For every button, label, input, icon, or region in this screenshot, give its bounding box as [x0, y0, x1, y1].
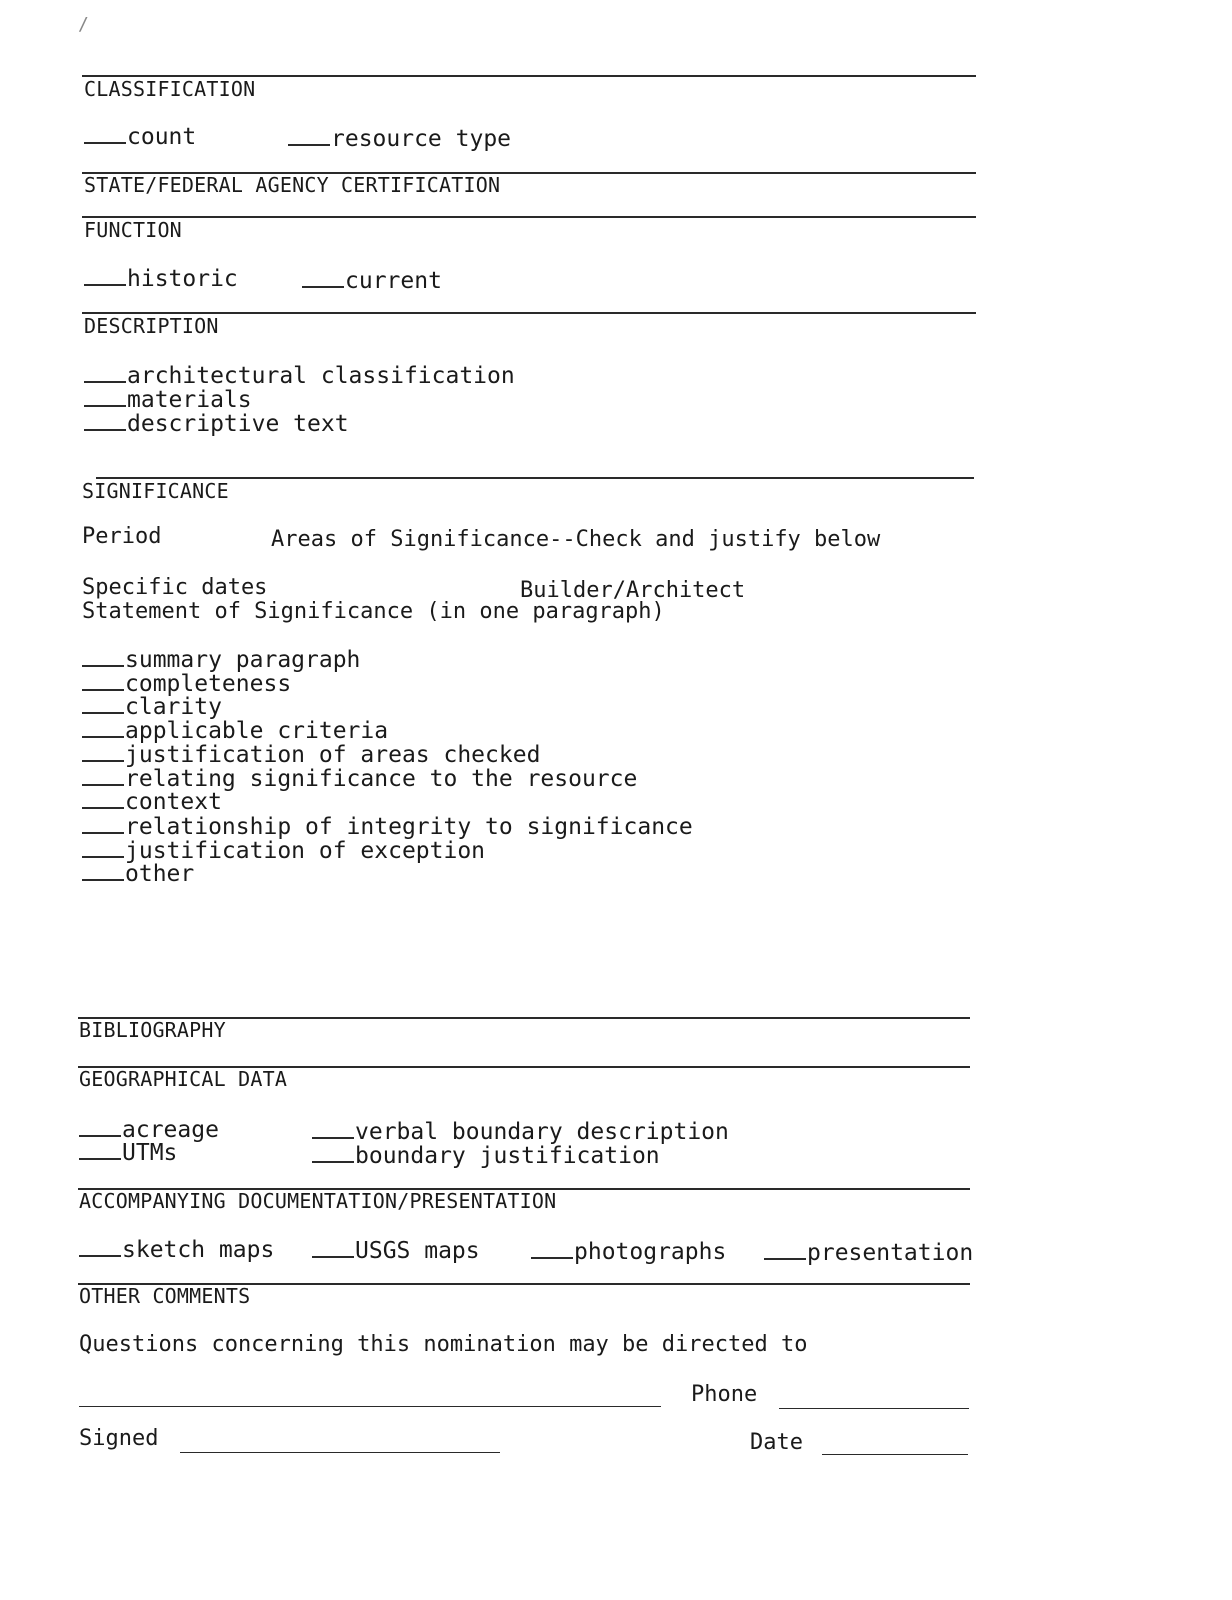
heading-description: DESCRIPTION	[84, 314, 219, 338]
heading-other-comments: OTHER COMMENTS	[79, 1284, 251, 1308]
check-blank[interactable]	[84, 387, 126, 407]
check-blank[interactable]	[82, 838, 124, 858]
check-blank[interactable]	[79, 1140, 121, 1160]
heading-classification: CLASSIFICATION	[84, 77, 256, 101]
specific-dates-label: Specific dates	[82, 575, 268, 600]
check-blank[interactable]	[84, 411, 126, 431]
check-blank[interactable]	[531, 1239, 573, 1259]
check-blank[interactable]	[82, 766, 124, 786]
checkbox-descriptive-text-label: descriptive text	[127, 411, 349, 437]
checkbox-label: relating significance to the resource	[125, 766, 638, 792]
checkbox-usgs-maps[interactable]	[312, 1238, 480, 1263]
check-blank[interactable]	[82, 647, 124, 667]
phone-line[interactable]	[779, 1408, 969, 1409]
checkbox-historic-label: historic	[127, 266, 238, 292]
check-blank[interactable]	[84, 266, 126, 286]
heading-accompanying-documentation: ACCOMPANYING DOCUMENTATION/PRESENTATION	[79, 1189, 557, 1213]
checkbox-materials[interactable]	[84, 387, 252, 412]
heading-certification: STATE/FEDERAL AGENCY CERTIFICATION	[84, 173, 501, 197]
checkbox-photographs[interactable]	[531, 1239, 726, 1264]
checkbox-label: applicable criteria	[125, 718, 389, 744]
checkbox-resource-type[interactable]	[288, 126, 511, 151]
checkbox-label: other	[125, 861, 195, 887]
statement-of-significance-label: Statement of Significance (in one paragraph)	[82, 599, 665, 624]
checkbox-justification-areas[interactable]	[82, 742, 540, 767]
checkbox-label: summary paragraph	[125, 647, 361, 673]
questions-text: Questions concerning this nomination may be directed to	[79, 1332, 808, 1357]
check-blank[interactable]	[288, 126, 330, 146]
checkbox-verbal-boundary-label: verbal boundary description	[355, 1119, 729, 1145]
signature-line[interactable]	[180, 1452, 500, 1453]
check-blank[interactable]	[312, 1238, 354, 1258]
checkbox-relating-significance[interactable]	[82, 766, 637, 791]
checkbox-acreage-label: acreage	[122, 1117, 219, 1143]
rule-function	[82, 216, 976, 218]
checkbox-label: justification of areas checked	[125, 742, 541, 768]
checkbox-acreage[interactable]	[79, 1117, 219, 1142]
checkbox-boundary-justification-label: boundary justification	[355, 1143, 660, 1169]
check-blank[interactable]	[82, 789, 124, 809]
checkbox-descriptive-text[interactable]	[84, 411, 349, 436]
checkbox-relationship-integrity[interactable]	[82, 814, 693, 839]
checkbox-usgs-maps-label: USGS maps	[355, 1238, 480, 1264]
check-blank[interactable]	[84, 363, 126, 383]
check-blank[interactable]	[302, 268, 344, 288]
checkbox-materials-label: materials	[127, 387, 252, 413]
phone-label: Phone	[691, 1382, 758, 1407]
builder-architect-label: Builder/Architect	[520, 578, 746, 603]
check-blank[interactable]	[312, 1143, 354, 1163]
date-line[interactable]	[822, 1454, 968, 1455]
date-label: Date	[750, 1430, 803, 1455]
check-blank[interactable]	[764, 1240, 806, 1260]
checkbox-architectural-classification-label: architectural classification	[127, 363, 515, 389]
checkbox-photographs-label: photographs	[574, 1239, 727, 1265]
checkbox-presentation-label: presentation	[807, 1240, 974, 1266]
check-blank[interactable]	[82, 718, 124, 738]
check-blank[interactable]	[312, 1119, 354, 1139]
checkbox-utms-label: UTMs	[122, 1140, 178, 1166]
check-blank[interactable]	[84, 124, 126, 144]
heading-geographical-data: GEOGRAPHICAL DATA	[79, 1067, 288, 1091]
check-blank[interactable]	[82, 694, 124, 714]
checkbox-historic[interactable]	[84, 266, 238, 291]
checkbox-summary-paragraph[interactable]	[82, 647, 360, 672]
checkbox-count-label: count	[127, 124, 197, 150]
checkbox-sketch-maps[interactable]	[79, 1237, 274, 1262]
period-label: Period	[82, 524, 162, 549]
heading-significance: SIGNIFICANCE	[82, 479, 229, 503]
areas-of-significance-label: Areas of Significance--Check and justify below	[271, 527, 881, 552]
heading-bibliography: BIBLIOGRAPHY	[79, 1018, 226, 1042]
checkbox-resource-type-label: resource type	[331, 126, 512, 152]
contact-name-line[interactable]	[79, 1406, 661, 1407]
checkbox-boundary-justification[interactable]	[312, 1143, 660, 1168]
checkbox-other[interactable]	[82, 861, 194, 886]
check-blank[interactable]	[79, 1237, 121, 1257]
checkbox-applicable-criteria[interactable]	[82, 718, 388, 743]
checkbox-label: justification of exception	[125, 838, 486, 864]
scan-artifact-mark: /	[78, 14, 89, 35]
signed-label: Signed	[79, 1426, 159, 1451]
checkbox-justification-exception[interactable]	[82, 838, 485, 863]
checkbox-architectural-classification[interactable]	[84, 363, 515, 388]
checkbox-label: context	[125, 789, 222, 815]
heading-function: FUNCTION	[84, 218, 182, 242]
checkbox-label: completeness	[125, 671, 292, 697]
check-blank[interactable]	[79, 1117, 121, 1137]
checkbox-sketch-maps-label: sketch maps	[122, 1237, 275, 1263]
checkbox-context[interactable]	[82, 789, 222, 814]
check-blank[interactable]	[82, 814, 124, 834]
checkbox-label: clarity	[125, 694, 222, 720]
checkbox-presentation[interactable]	[764, 1240, 973, 1265]
checkbox-current[interactable]	[302, 268, 442, 293]
checkbox-clarity[interactable]	[82, 694, 222, 719]
checkbox-label: relationship of integrity to significance	[125, 814, 693, 840]
checkbox-utms[interactable]	[79, 1140, 177, 1165]
check-blank[interactable]	[82, 742, 124, 762]
checkbox-current-label: current	[345, 268, 442, 294]
checkbox-verbal-boundary[interactable]	[312, 1119, 729, 1144]
check-blank[interactable]	[82, 861, 124, 881]
checkbox-completeness[interactable]	[82, 671, 291, 696]
check-blank[interactable]	[82, 671, 124, 691]
checkbox-count[interactable]	[84, 124, 196, 149]
